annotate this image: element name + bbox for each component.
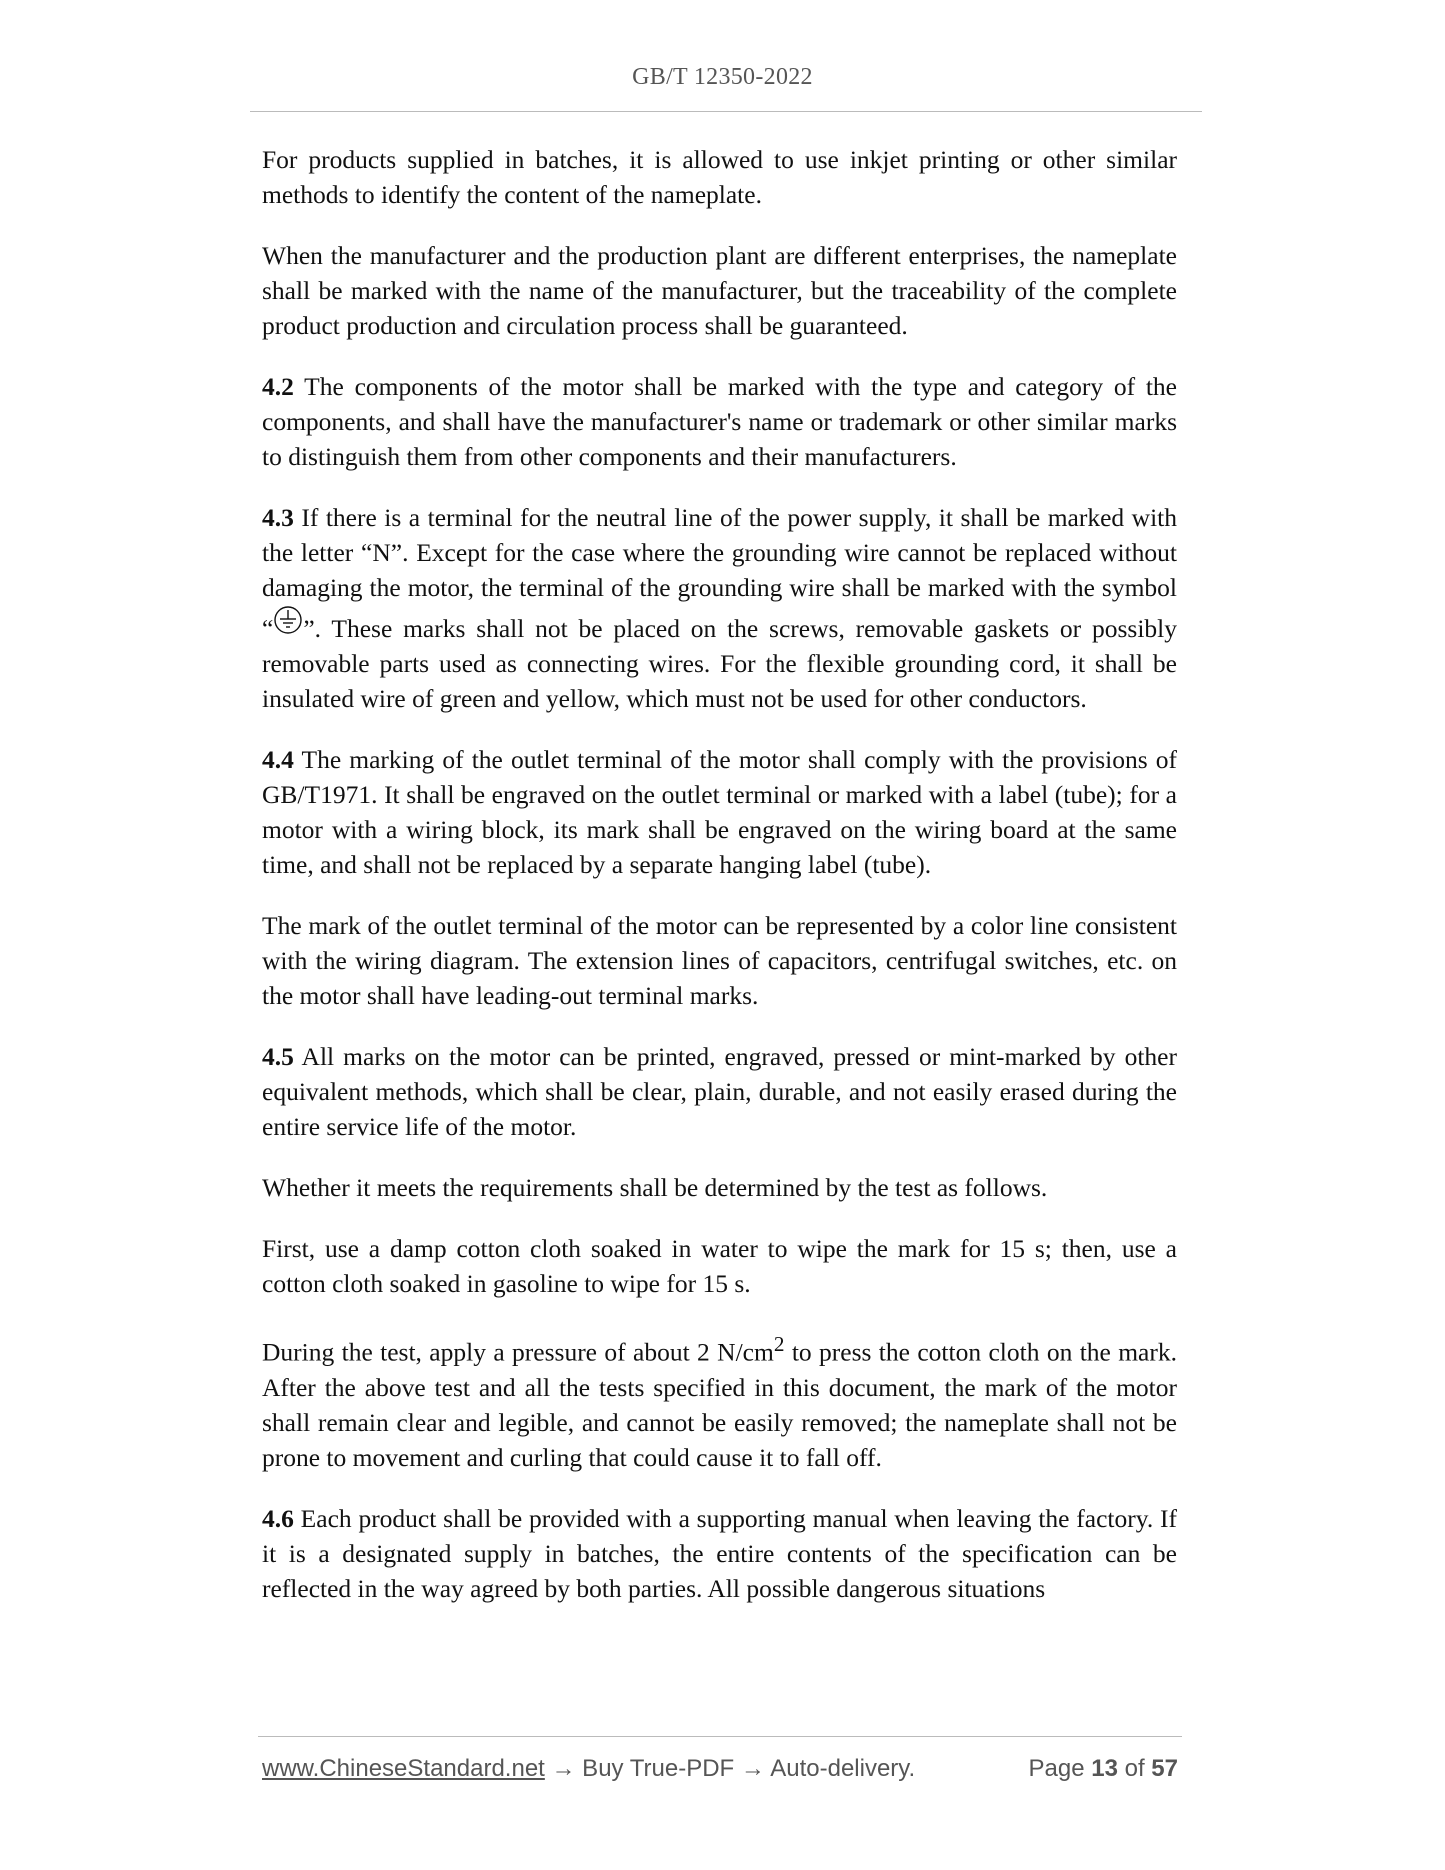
clause-4-4	[262, 742, 1177, 882]
document-body	[262, 142, 1177, 1632]
clause-4-6	[262, 1501, 1177, 1606]
clause-number: 4.4	[262, 745, 294, 774]
paragraph-batches: For products supplied in batches, it is allowed to use inkjet printing or other similar methods to identify the content of the nameplate.	[262, 145, 1177, 209]
pressure-text-continued: to press the cotton cloth on the mark. After the above test and all the tests specified in this document, the mark of the motor shall remain clear and legible, and cannot be easily removed; the nameplate shall not be prone to movement and curling that could cause it to fall off.	[262, 1337, 1177, 1472]
page-header-title: GB/T 12350-2022	[632, 64, 813, 90]
page-number: 13	[1091, 1755, 1118, 1782]
clause-text: All marks on the motor can be printed, engraved, pressed or mint-marked by other equivalent methods, which shall be clear, plain, durable, and not easily erased during the entire service life of the motor.	[262, 1042, 1177, 1141]
header-divider	[250, 111, 1202, 112]
footer-tagline: → Buy True-PDF → Auto-delivery.	[544, 1755, 916, 1782]
paragraph-test-during	[262, 1327, 1177, 1475]
clause-4-5	[262, 1039, 1177, 1144]
clause-4-2	[262, 369, 1177, 474]
clause-text: Each product shall be provided with a supporting manual when leaving the factory. If it is a designated supply in batches, the entire contents of the specification can be reflected in the way agreed by both parties. All possible dangerous situations	[262, 1503, 1177, 1603]
footer-promo	[262, 1755, 915, 1783]
footer-divider	[258, 1736, 1182, 1737]
clause-4-3	[262, 500, 1177, 716]
paragraph-outlet-mark: The mark of the outlet terminal of the motor can be represented by a color line consistent with the wiring diagram. The extension lines of capacitors, centrifugal switches, etc. on the motor shall have leading-out terminal marks.	[262, 911, 1177, 1010]
clause-text: The components of the motor shall be marked with the type and category of the components, and shall have the manufacturer's name or trademark or other similar marks to distinguish them from other components and their manufacturers.	[262, 372, 1177, 471]
superscript-exponent: 2	[773, 1332, 785, 1356]
clause-number: 4.3	[262, 503, 294, 532]
clause-number: 4.6	[262, 1503, 294, 1533]
clause-number: 4.2	[262, 372, 294, 401]
clause-text-continued: ”. These marks shall not be placed on the screws, removable gaskets or possibly removable parts used as connecting wires. For the flexible grounding cord, it shall be insulated wire of green and yellow, which must not be used for other conductors.	[262, 614, 1177, 713]
of-label: of	[1124, 1755, 1145, 1782]
pressure-text: During the test, apply a pressure of about 2 N/cm	[262, 1337, 774, 1367]
clause-text: The marking of the outlet terminal of the motor shall comply with the provisions of GB/T1971. It shall be engraved on the outlet terminal or marked with a label (tube); for a motor with a wiring block, its mark shall be engraved on the wiring board at the same time, and shall not be replaced by a separate hanging label (tube).	[262, 745, 1177, 879]
total-pages: 57	[1151, 1755, 1178, 1782]
page-label: Page	[1028, 1755, 1085, 1782]
page-indicator	[1029, 1755, 1179, 1783]
clause-text: If there is a terminal for the neutral line of the power supply, it shall be marked with the letter “N”. Except for the case where the grounding wire cannot be replaced without damaging the motor, the terminal of the grounding wire shall be marked with the symbol “	[262, 503, 1177, 643]
site-link[interactable]: www.ChineseStandard.net	[262, 1755, 545, 1782]
clause-number: 4.5	[262, 1042, 294, 1071]
paragraph-test-intro: Whether it meets the requirements shall be determined by the test as follows.	[262, 1173, 1048, 1202]
paragraph-test-first: First, use a damp cotton cloth soaked in water to wipe the mark for 15 s; then, use a cotton cloth soaked in gasoline to wipe for 15 s.	[262, 1234, 1177, 1298]
ground-symbol-icon	[273, 605, 303, 635]
paragraph-manufacturer: When the manufacturer and the production plant are different enterprises, the nameplate shall be marked with the name of the manufacturer, but the traceability of the complete product production and circulation process shall be guaranteed.	[262, 241, 1177, 340]
